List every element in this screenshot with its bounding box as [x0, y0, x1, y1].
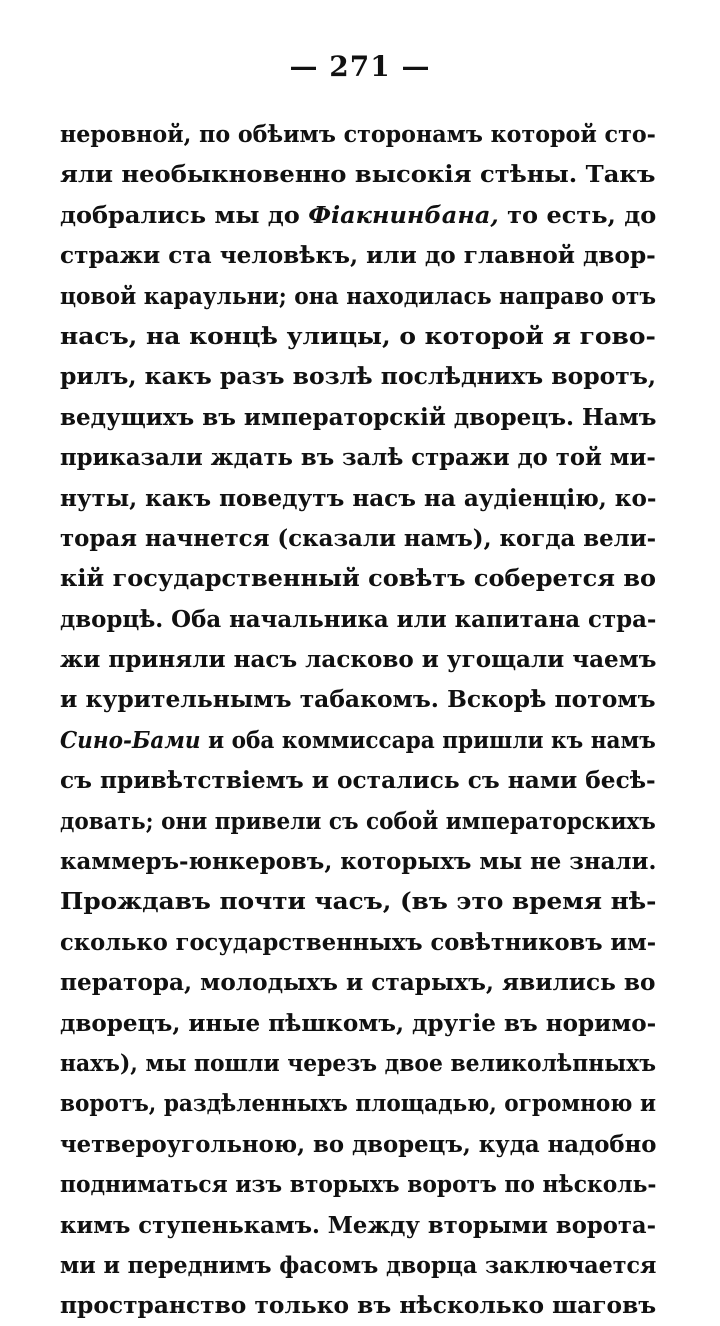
italic-name: Фіакнинбана,	[308, 200, 499, 229]
text-line: яли необыкновенно высокія стѣны. Такъ	[60, 160, 656, 189]
text-line: нуты, какъ поведутъ насъ на аудіенцію, ко-	[60, 483, 656, 512]
text-line: торая начнется (сказали намъ), когда вели-	[60, 523, 656, 552]
text-line: неровной, по обѣимъ сторонамъ которой сто-	[60, 120, 656, 148]
text-line: четвероугольною, во дворецъ, куда надобно	[60, 1129, 656, 1158]
page-number: — 271 —	[289, 50, 431, 83]
text-line: Сино-Бами и оба коммиссара пришли къ намъ	[60, 725, 656, 754]
text-line: кимъ ступенькамъ. Между вторыми ворота-	[60, 1210, 656, 1239]
text-line: съ привѣтствіемъ и остались съ нами бесѣ-	[60, 766, 656, 795]
text-line: стражи ста человѣкъ, или до главной двор-	[60, 241, 656, 270]
text-line: каммеръ-юнкеровъ, которыхъ мы не знали.	[60, 847, 656, 876]
text-line: приказали ждать въ залѣ стражи до той ми-	[60, 443, 656, 472]
text-line: насъ, на концѣ улицы, о которой я гово-	[60, 321, 656, 350]
text-line: цовой караульни; она находилась направо отъ	[60, 281, 656, 310]
text-line: рилъ, какъ разъ возлѣ послѣднихъ воротъ,	[60, 362, 656, 391]
text-line: добрались мы до Фіакнинбана, то есть, до	[60, 200, 656, 229]
text-line: Прождавъ почти часъ, (въ это время нѣ-	[60, 887, 656, 916]
text-line: подниматься изъ вторыхъ воротъ по нѣсколь-	[60, 1170, 656, 1199]
italic-name: Сино-Бами	[60, 725, 201, 754]
text-line: ми и переднимъ фасомъ дворца заключается	[60, 1250, 656, 1279]
text-line: жи приняли насъ ласково и угощали чаемъ	[60, 645, 656, 674]
text-line: и курительнымъ табакомъ. Вскорѣ потомъ	[60, 685, 656, 714]
text-line: воротъ, раздѣленныхъ площадью, огромною и	[60, 1089, 656, 1118]
text-line: ведущихъ въ императорскій дворецъ. Намъ	[60, 402, 656, 431]
text-line: пространство только въ нѣсколько шаговъ	[60, 1291, 656, 1320]
body-text	[60, 114, 656, 1326]
text-line: нахъ), мы пошли черезъ двое великолѣпныхъ	[60, 1048, 656, 1077]
text-line: дворцѣ. Оба начальника или капитана стра-	[60, 604, 656, 633]
text-line: ператора, молодыхъ и старыхъ, явились во	[60, 968, 656, 997]
text-line: дворецъ, иные пѣшкомъ, другіе въ норимо-	[60, 1008, 656, 1037]
text-line: кій государственный совѣтъ соберется во	[60, 564, 656, 593]
text-line: сколько государственныхъ совѣтниковъ им-	[60, 927, 656, 956]
text-line: довать; они привели съ собой императорскихъ	[60, 806, 656, 835]
